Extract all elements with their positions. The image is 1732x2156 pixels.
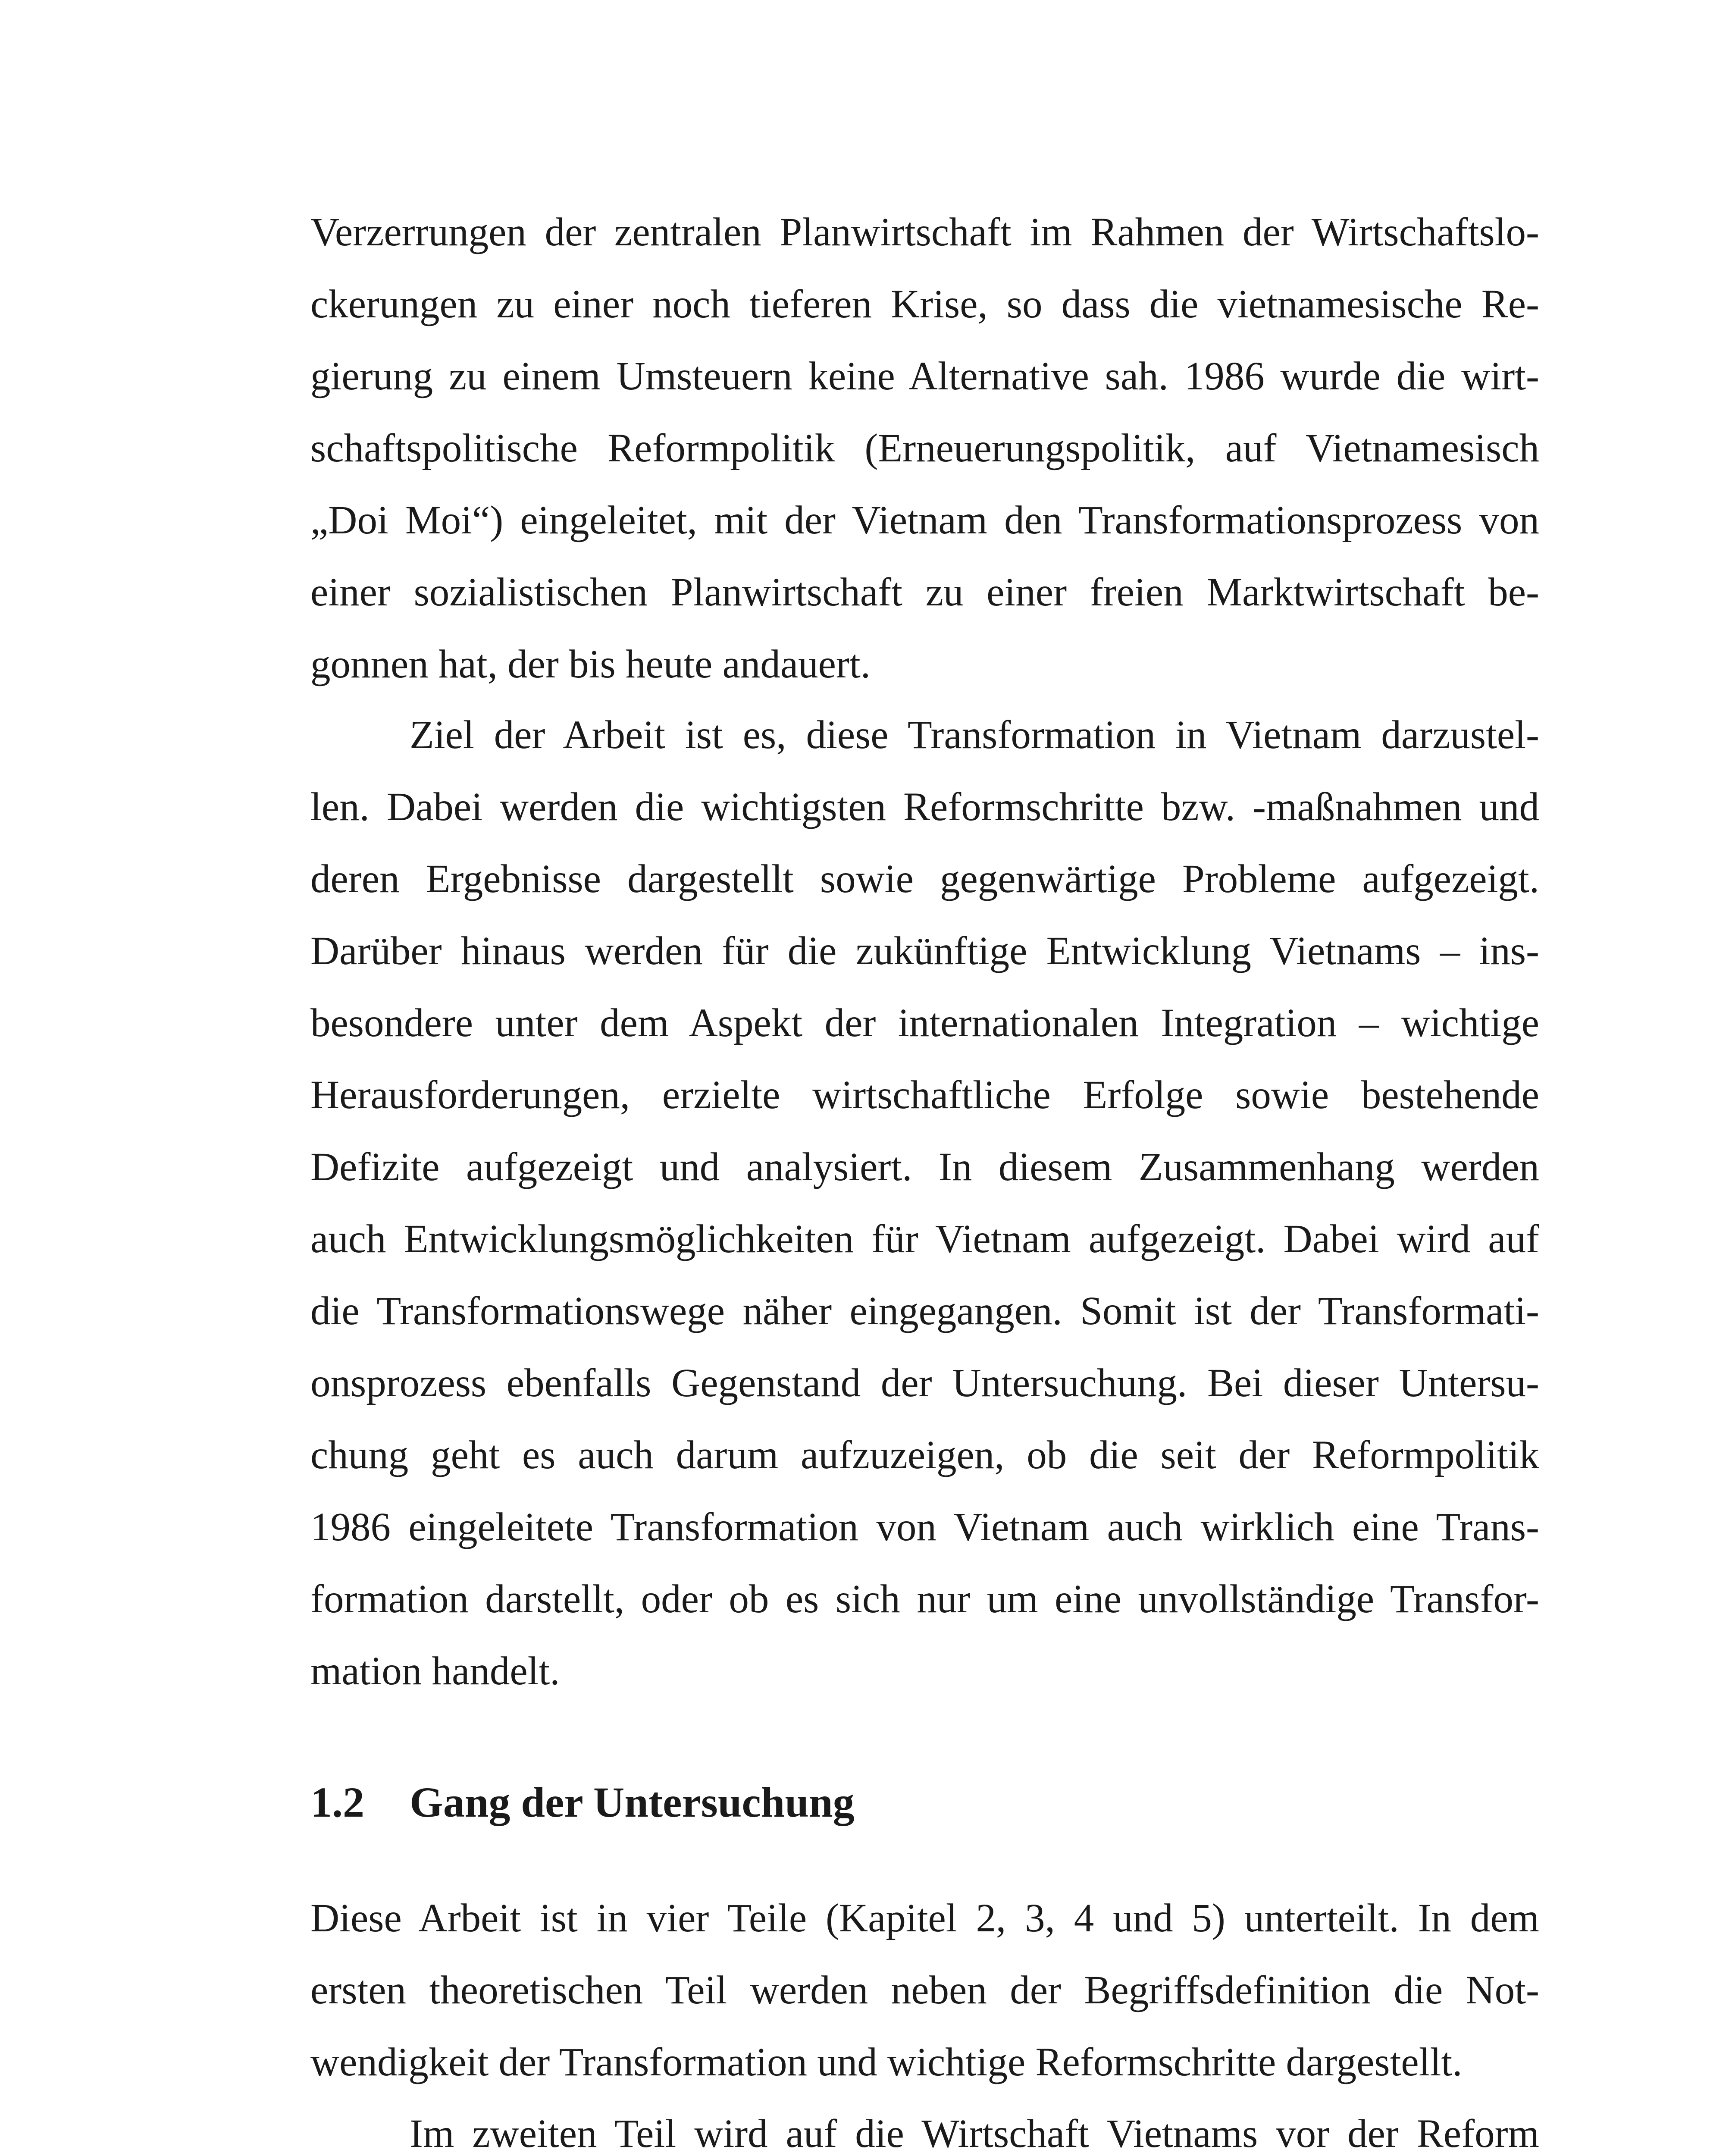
text-line: chung geht es auch darum aufzuzeigen, ob die seit der Reformpolitik xyxy=(310,1433,1539,1477)
text-line: gierung zu einem Umsteuern keine Alternative sah. 1986 wurde die wirt- xyxy=(310,354,1539,398)
text-line: wendigkeit der Transformation und wichtige Reformschritte dargestellt. xyxy=(310,2040,1463,2084)
paragraph-transformation-context xyxy=(310,196,1539,700)
text-line: die Transformationswege näher eingegangen. Somit ist der Transformati- xyxy=(310,1289,1539,1333)
text-line: mation handelt. xyxy=(310,1649,560,1693)
text-line: ckerungen zu einer noch tieferen Krise, so dass die vietnamesische Re- xyxy=(310,282,1539,326)
text-line: formation darstellt, oder ob es sich nur um eine unvollständige Transfor- xyxy=(310,1577,1539,1621)
text-line: 1986 eingeleitete Transformation von Vietnam auch wirklich eine Trans- xyxy=(310,1505,1539,1549)
section-heading xyxy=(310,1774,855,1830)
paragraph-goal-of-work xyxy=(310,699,1539,1707)
text-line: Ziel der Arbeit ist es, diese Transformation in Vietnam darzustel- xyxy=(410,713,1539,757)
text-line: Darüber hinaus werden für die zukünftige Entwicklung Vietnams – ins- xyxy=(310,929,1539,973)
text-line: „Doi Moi“) eingeleitet, mit der Vietnam den Transformationsprozess von xyxy=(310,498,1539,542)
text-line: schaftspolitische Reformpolitik (Erneuerungspolitik, auf Vietnamesisch xyxy=(310,426,1539,470)
text-line: len. Dabei werden die wichtigsten Reformschritte bzw. -maßnahmen und xyxy=(310,785,1539,829)
text-line: Im zweiten Teil wird auf die Wirtschaft Vietnams vor der Reform xyxy=(410,2112,1539,2156)
text-line: Herausforderungen, erzielte wirtschaftliche Erfolge sowie bestehende xyxy=(310,1073,1539,1117)
section-title: Gang der Untersuchung xyxy=(410,1778,855,1826)
text-line: Verzerrungen der zentralen Planwirtschaft im Rahmen der Wirtschaftslo- xyxy=(310,210,1539,254)
text-line: deren Ergebnisse dargestellt sowie gegenwärtige Probleme aufgezeigt. xyxy=(310,857,1539,901)
section-number: 1.2 xyxy=(310,1778,364,1826)
text-line: Defizite aufgezeigt und analysiert. In diesem Zusammenhang werden xyxy=(310,1145,1539,1189)
text-line: onsprozess ebenfalls Gegenstand der Untersuchung. Bei dieser Untersu- xyxy=(310,1361,1539,1405)
text-line: einer sozialistischen Planwirtschaft zu einer freien Marktwirtschaft be- xyxy=(310,570,1539,614)
text-line: besondere unter dem Aspekt der internationalen Integration – wichtige xyxy=(310,1001,1539,1045)
text-line: auch Entwicklungsmöglichkeiten für Vietnam aufgezeigt. Dabei wird auf xyxy=(310,1217,1539,1261)
paragraph-second-part xyxy=(310,2098,1539,2156)
text-line: Diese Arbeit ist in vier Teile (Kapitel 2, 3, 4 und 5) unterteilt. In dem xyxy=(310,1896,1539,1940)
text-line: ersten theoretischen Teil werden neben der Begriffsdefinition die Not- xyxy=(310,1968,1539,2012)
text-line: gonnen hat, der bis heute andauert. xyxy=(310,642,871,686)
paragraph-structure-overview xyxy=(310,1882,1539,2098)
